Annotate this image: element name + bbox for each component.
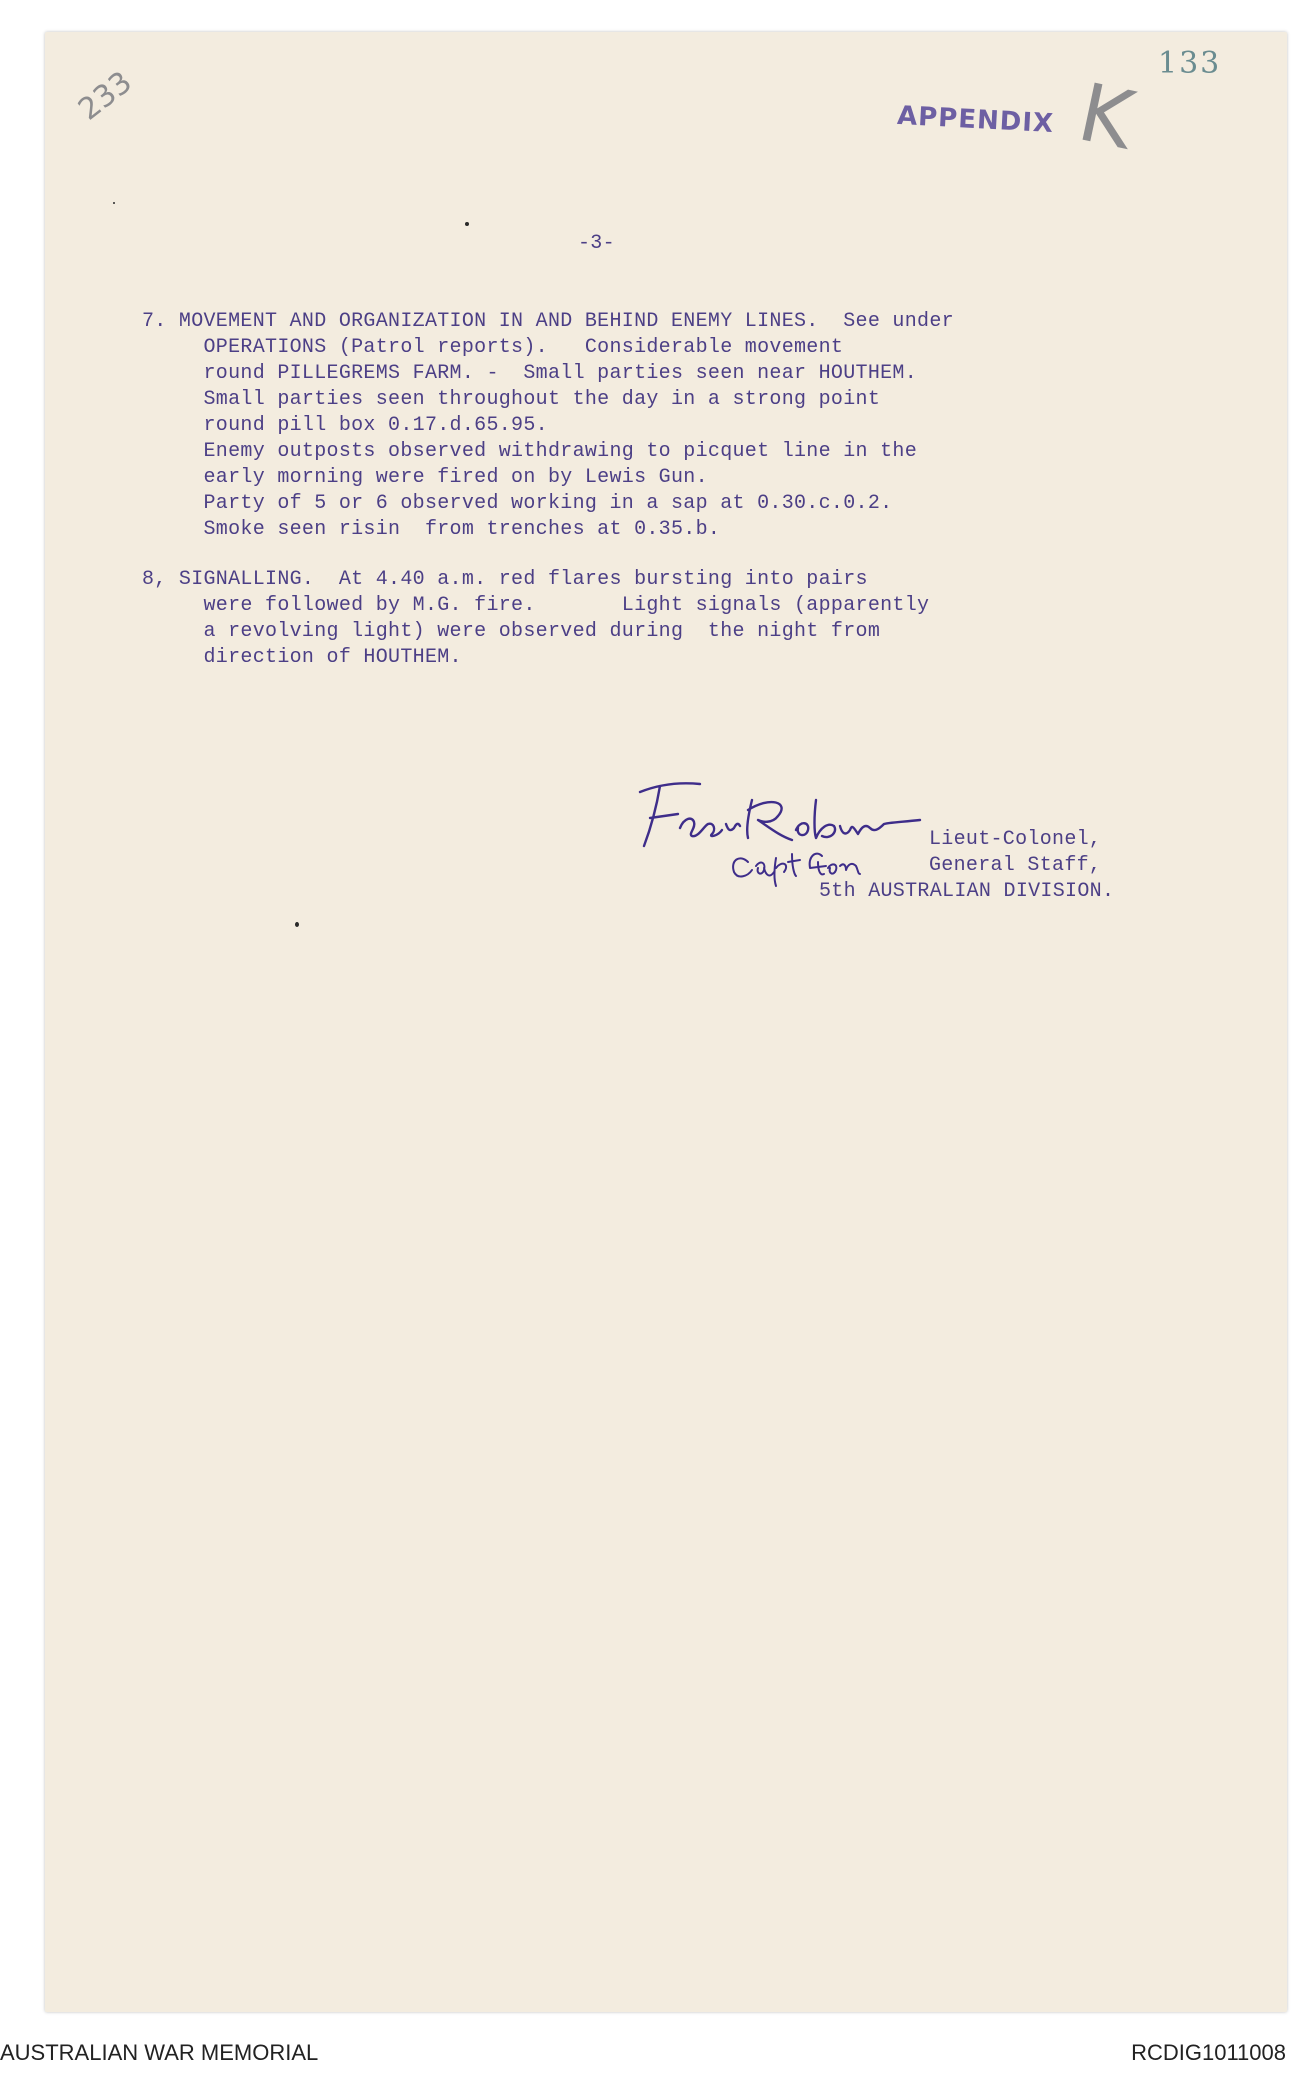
signatory-division: 5th AUSTRALIAN DIVISION. xyxy=(819,880,1115,903)
item-7-line: Party of 5 or 6 observed working in a sap at 0.30.c.0.2. xyxy=(142,492,893,515)
item-7-line: 7. MOVEMENT AND ORGANIZATION IN AND BEHIND ENEMY LINES. See under xyxy=(142,310,954,333)
item-7-line: Enemy outposts observed withdrawing to picquet line in the xyxy=(142,440,918,463)
footer-image-code: RCDIG1011008 xyxy=(1131,2040,1286,2065)
item-7-line: early morning were fired on by Lewis Gun. xyxy=(142,466,708,489)
page-number: -3- xyxy=(578,232,615,255)
paper-speck xyxy=(465,222,469,226)
footer-institution: AUSTRALIAN WAR MEMORIAL xyxy=(0,2040,319,2065)
item-8-line: 8, SIGNALLING. At 4.40 a.m. red flares bursting into pairs xyxy=(142,568,868,591)
item-7-line: Small parties seen throughout the day in a strong point xyxy=(142,388,881,411)
appendix-letter-mark: K xyxy=(1070,65,1142,168)
item-7-line: Smoke seen risin from trenches at 0.35.b. xyxy=(142,518,721,541)
item-7-line: OPERATIONS (Patrol reports). Considerable movement xyxy=(142,336,844,359)
item-8-line: were followed by M.G. fire. Light signals (apparently xyxy=(142,594,930,617)
appendix-stamp: APPENDIX xyxy=(896,100,1055,140)
handwritten-signature xyxy=(630,770,960,890)
pencil-page-number: 233 xyxy=(72,64,139,128)
item-7-line: round PILLEGREMS FARM. - Small parties seen near HOUTHEM. xyxy=(142,362,918,385)
paper-speck xyxy=(295,922,299,927)
folio-number: 133 xyxy=(1158,46,1222,81)
item-8-line: a revolving light) were observed during the night from xyxy=(142,620,881,643)
signatory-rank: Lieut-Colonel, xyxy=(929,828,1102,851)
signatory-staff: General Staff, xyxy=(929,854,1102,877)
paper-speck xyxy=(113,202,115,204)
item-7-line: round pill box 0.17.d.65.95. xyxy=(142,414,548,437)
item-8-line: direction of HOUTHEM. xyxy=(142,646,462,669)
